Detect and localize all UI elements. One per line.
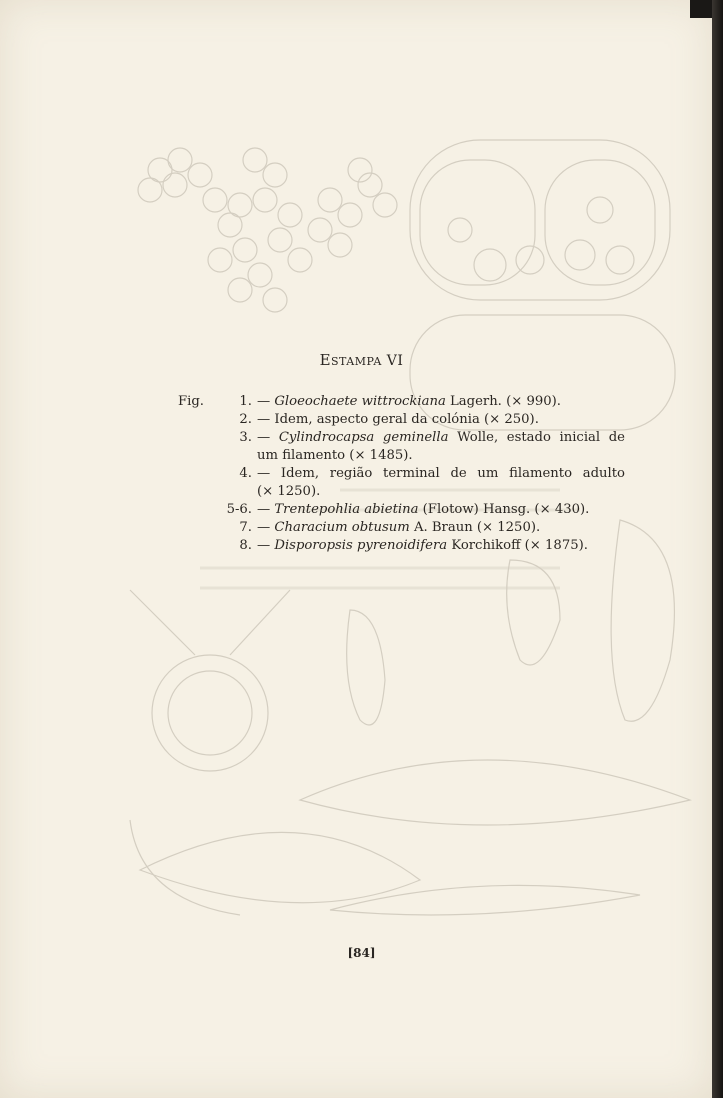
species-name: Disporopsis pyrenoidifera [274,538,448,553]
entry-number: 2. [239,412,252,427]
plate-title-number: VI [386,353,404,369]
entry-text: — Trentepohlia abietina (Flotow) Hansg. (× 430). [257,502,590,517]
entry-text-line2: um filamento (× 1485). [257,448,413,463]
caption-entry [178,393,628,411]
caption-entry [178,465,628,483]
entry-number: 3. [239,430,252,445]
entry-text-line2: (× 1250). [257,484,321,499]
caption-entry [178,537,628,555]
entry-text: — Characium obtusum A. Braun (× 1250). [257,520,541,535]
caption-entry [178,519,628,537]
species-name: Gloeochaete wittrockiana [274,394,446,409]
caption-entry [178,501,628,519]
entry-number: 4. [239,466,252,481]
species-name: Trentepohlia abietina [274,502,419,517]
entry-text: — Gloeochaete wittrockiana Lagerh. (× 990). [257,394,561,409]
page-number: [84] [347,946,376,960]
entry-number: 5-6. [226,502,252,517]
caption-entry [178,429,628,447]
entry-number: 1. [239,394,252,409]
plate-title [0,351,723,369]
entry-text: — Idem, aspecto geral da colónia (× 250). [257,412,539,427]
fig-label: Fig. [178,394,205,409]
caption-entry [178,411,628,429]
plate-title-word: STAMPA [331,355,382,368]
caption-entry-continuation [178,483,628,501]
entry-number: 8. [239,538,252,553]
species-name: Cylindrocapsa geminella [278,430,449,445]
ghost-spindle-cell [300,760,690,825]
species-name: Characium obtusum [274,520,410,535]
ghost-cell-cluster [138,148,397,312]
entry-text: — Disporopsis pyrenoidifera Korchikoff (× 1875). [257,538,588,553]
entry-text: — Idem, região terminal de um filamento adulto [257,466,625,481]
entry-number: 7. [239,520,252,535]
entry-text: — Cylindrocapsa geminella Wolle, estado inicial de [257,430,625,445]
plate-title-initial: E [319,351,332,369]
figure-caption-list [178,393,628,555]
caption-entry-continuation [178,447,628,465]
ghost-round-cell [152,655,268,771]
